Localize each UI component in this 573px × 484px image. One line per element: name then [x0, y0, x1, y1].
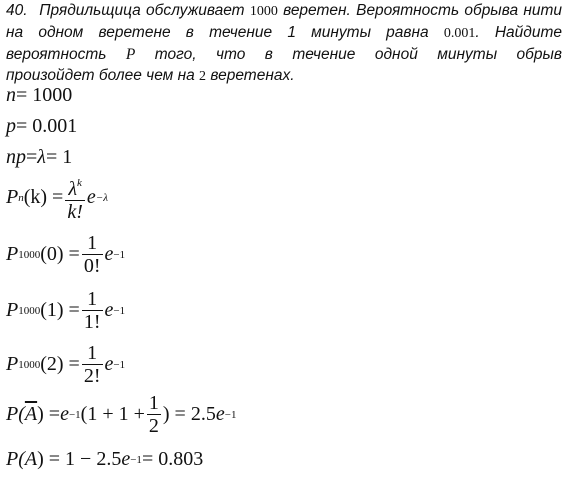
- equation-n: n = 1000: [6, 84, 73, 106]
- problem-line-1: 40. Прядильщица обслуживает 1000 веретен. Вероятность обрыва нити: [6, 2, 563, 19]
- fraction-p1: $\frac{1}{1!}$: [83, 288, 101, 333]
- equation-p1: P 1000 (1) = $\frac{1}{1!}$ e −1: [6, 288, 126, 333]
- equation-poisson: P n (k) = $\frac{\lambda^k}{k!}$ e −λ: [6, 172, 108, 223]
- equation-p-a: P( A ) = 1 − 2.5 e −1 = 0.803: [6, 448, 204, 470]
- problem-line-2: на одном веретене в течение 1 минуты равна 0.001. Найдите: [6, 24, 562, 41]
- problem-line-4: произойдет более чем на 2 веретенах.: [6, 67, 295, 84]
- fraction-poisson: $\frac{\lambda^k}{k!}$: [67, 177, 83, 223]
- problem-number: 40.: [6, 2, 28, 19]
- problem-statement: [6, 0, 562, 87]
- equation-p: p = 0.001: [6, 115, 78, 137]
- fraction-p2: $\frac{1}{2!}$: [83, 342, 101, 387]
- problem-line-3: вероятность P того, что в течение одной минуты обрыв: [6, 46, 563, 63]
- equation-p0: P 1000 (0) = $\frac{1}{0!}$ e −1: [6, 232, 126, 277]
- fraction-half: $\frac{1}{2}$: [148, 392, 159, 437]
- equation-p-a-bar: P( $\overline{A}$ ) = e −1 (1 + 1 + $\frac{1}{2}$ ) = 2.5 e −1: [6, 392, 237, 437]
- equation-p2: P 1000 (2) = $\frac{1}{2!}$ e −1: [6, 342, 126, 387]
- equation-lambda: np = λ = 1: [6, 146, 73, 168]
- fraction-p0: $\frac{1}{0!}$: [83, 232, 101, 277]
